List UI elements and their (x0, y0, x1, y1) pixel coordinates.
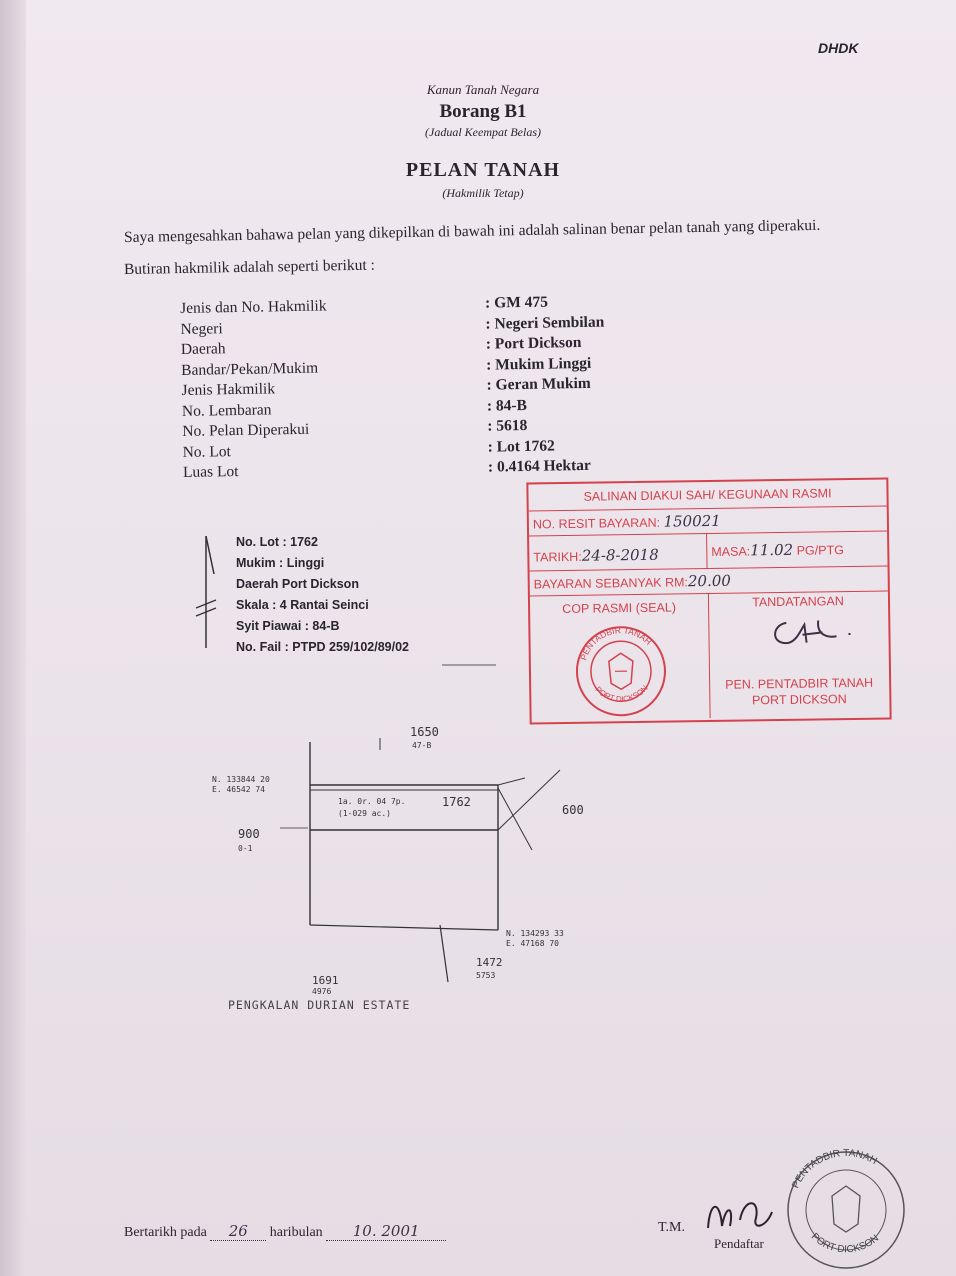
official-seal-icon (570, 621, 671, 718)
field-label: Daerah (180, 340, 226, 358)
lot-west: 900 (238, 827, 260, 841)
stamp-header: SALINAN DIAKUI SAH/ KEGUNAAN RASMI (528, 480, 886, 512)
field-value: : 0.4164 Hektar (487, 456, 591, 476)
stamp-date-row (529, 532, 887, 572)
statement-line-1: Saya mengesahkan bahawa pelan yang dikepilkan di bawah ini adalah salinan benar pelan tanah yang diperakui. (123, 216, 821, 246)
coord-nw-n: N. 133844 20 (212, 775, 270, 784)
lot-main: 1762 (442, 795, 471, 809)
meta-sheet: Syit Piawai : 84-B (236, 619, 340, 633)
field-value: : 5618 (487, 416, 528, 435)
field-value: : Lot 1762 (487, 436, 555, 456)
time-suffix: PG/PTG (796, 543, 844, 558)
meta-mukim: Mukim : Linggi (236, 556, 325, 570)
field-value: : 84-B (486, 396, 528, 415)
time-label: MASA: (711, 544, 751, 559)
dated-row (124, 1222, 446, 1241)
date-label: TARIKH: (533, 549, 582, 565)
form-name: Borang B1 (439, 101, 527, 122)
lot-west-sub: 0-1 (238, 844, 253, 853)
receipt-value: 150021 (663, 511, 721, 531)
month-label: haribulan (269, 1225, 323, 1240)
page-title: PELAN TANAH (405, 159, 561, 181)
title-details (180, 291, 683, 484)
statement-line-2: Butiran hakmilik adalah seperti berikut : (123, 256, 376, 278)
meta-district: Daerah Port Dickson (236, 577, 359, 591)
field-label: No. Lot (182, 442, 232, 461)
seal-text-top: PENTADBIR TANAH (578, 625, 654, 662)
lot-south-sub: 4976 (312, 987, 332, 996)
sign-label: TANDATANGAN (752, 594, 844, 610)
field-label: Negeri (180, 319, 223, 338)
date-cell (529, 534, 707, 570)
lot-se-sub: 5753 (476, 971, 496, 980)
seal-text-bottom: PORT DICKSON (593, 683, 650, 704)
lot-north: 1650 (410, 725, 439, 739)
time-value: 11.02 (750, 540, 794, 560)
area-line-1: 1a. 0r. 04 7p. (338, 797, 406, 806)
field-value: : Port Dickson (485, 334, 582, 353)
page-edge (0, 0, 26, 1276)
stamp-divider (708, 594, 711, 718)
coord-nw-e: E. 46542 74 (212, 785, 265, 794)
registrar-label: Pendaftar (714, 1236, 764, 1251)
lot-north-sub: 47-B (412, 741, 432, 750)
tm-label: T.M. (658, 1220, 685, 1235)
page-subtitle: (Hakmilik Tetap) (442, 186, 524, 200)
registrar-seal-icon (780, 1146, 910, 1270)
coord-se-e: E. 47168 70 (506, 939, 559, 948)
officer-line-2: PORT DICKSON (751, 692, 847, 708)
officer-line-1: PEN. PENTADBIR TANAH (725, 675, 874, 692)
field-value: : Mukim Linggi (486, 354, 592, 374)
dated-label: Bertarikh pada (124, 1225, 207, 1240)
receipt-label: NO. RESIT BAYARAN: (532, 515, 661, 532)
meta-scale: Skala : 4 Rantai Seinci (236, 598, 369, 612)
registrar-seal-top: PENTADBIR TANAH (790, 1147, 879, 1191)
north-arrow-icon (192, 534, 222, 652)
registrar-seal-bottom: PORT DICKSON (808, 1231, 882, 1256)
time-cell (711, 532, 844, 569)
dated-month-year: 10. 2001 (326, 1222, 446, 1241)
meta-file: No. Fail : PTPD 259/102/89/02 (236, 640, 409, 654)
lot-south: 1691 (312, 974, 339, 987)
payment-label: BAYARAN SEBANYAK RM: (533, 575, 689, 592)
svg-text:PENTADBIR TANAH (790, 1148, 878, 1190)
law-name: Kanun Tanah Negara (426, 82, 540, 97)
field-label: Luas Lot (182, 463, 239, 481)
field-label: Jenis dan No. Hakmilik (180, 297, 327, 317)
field-label: Jenis Hakmilik (181, 380, 276, 399)
lot-east: 600 (562, 803, 584, 817)
ref-code: DHDK (818, 40, 859, 56)
meta-lot: No. Lot : 1762 (236, 535, 318, 549)
dated-day: 26 (210, 1222, 266, 1241)
date-value: 24-8-2018 (581, 545, 659, 565)
seal-label: COP RASMI (SEAL) (562, 600, 677, 617)
schedule: (Jadual Keempat Belas) (425, 125, 541, 139)
dash-mark (440, 660, 500, 670)
land-plan-sketch (200, 720, 620, 1020)
field-value: : Negeri Sembilan (485, 313, 605, 333)
plan-meta (236, 532, 409, 658)
estate-label: PENGKALAN DURIAN ESTATE (228, 998, 411, 1012)
signature-icon (766, 612, 867, 653)
svg-text:PORT DICKSON (809, 1231, 881, 1255)
field-label: Bandar/Pekan/Mukim (181, 359, 319, 379)
stamp-payment-row (530, 567, 888, 597)
field-label: No. Pelan Diperakui (182, 420, 310, 440)
field-value: : GM 475 (484, 293, 549, 312)
certification-stamp (526, 477, 891, 724)
payment-value: 20.00 (687, 571, 732, 591)
field-label: No. Lembaran (181, 400, 272, 420)
field-value: : Geran Mukim (486, 374, 591, 394)
coord-se-n: N. 134293 33 (506, 929, 564, 938)
svg-text:PORT DICKSON (593, 683, 650, 704)
area-line-2: (1-029 ac.) (338, 809, 391, 818)
lot-se: 1472 (476, 956, 503, 969)
